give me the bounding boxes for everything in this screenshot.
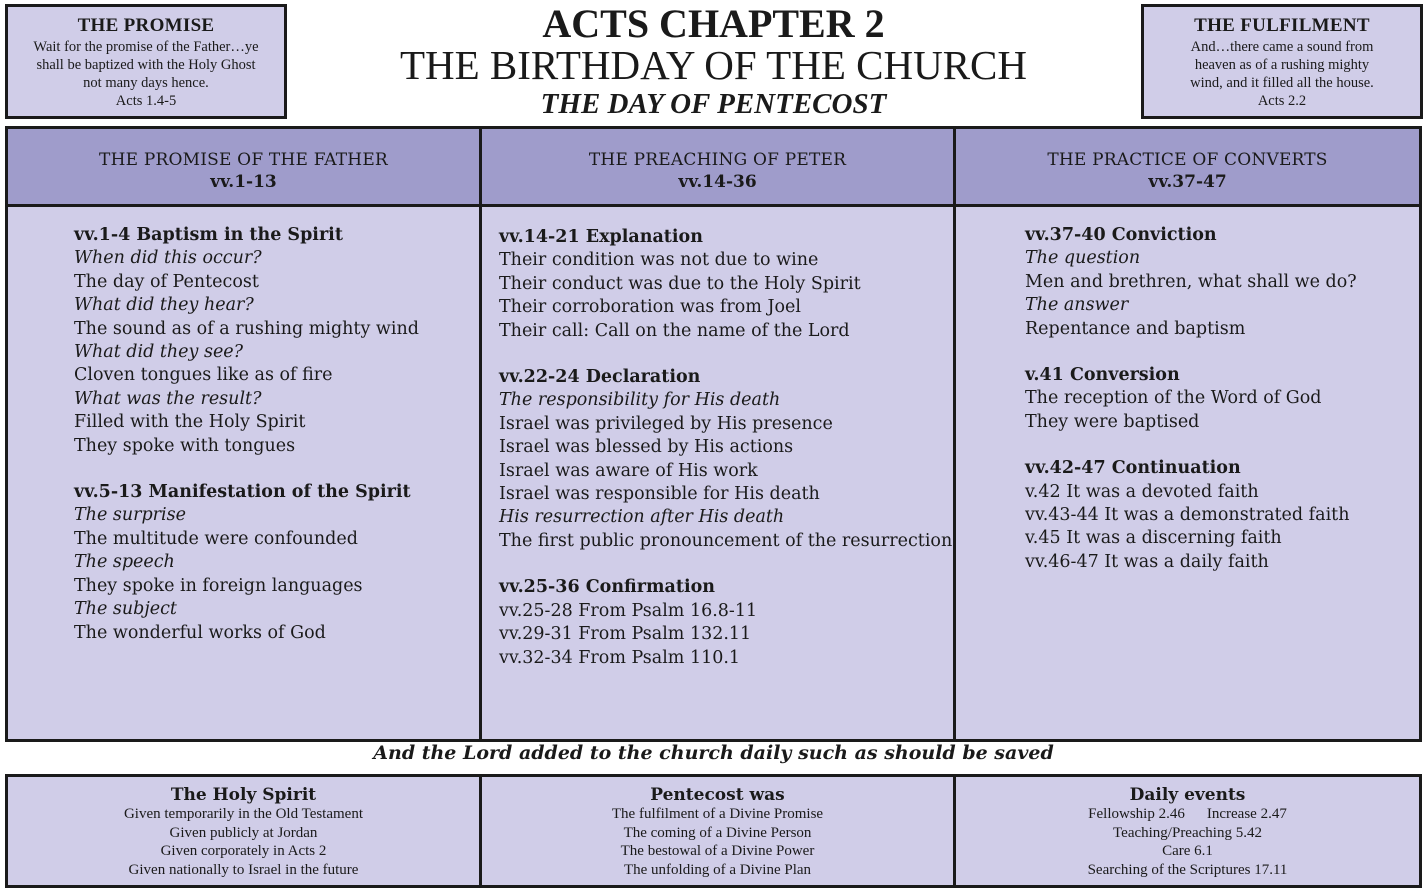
section-subheading: What did they see?: [74, 342, 244, 363]
section-heading: vv.1-4 Baptism in the Spirit: [74, 225, 343, 245]
section-line: vv.46-47 It was a daily faith: [1025, 551, 1269, 572]
section-heading: vv.14-21 Explanation: [499, 227, 703, 247]
section-heading: vv.5-13 Manifestation of the Spirit: [74, 482, 411, 503]
pentecost-line: The fulfilment of a Divine Promise: [611, 806, 824, 822]
column-verses: vv.1-13: [210, 172, 277, 192]
section-line: They were baptised: [1025, 411, 1200, 432]
column-header: [956, 129, 1419, 207]
section: [499, 576, 953, 670]
section-line: vv.25-28 From Psalm 16.8-11: [499, 600, 758, 621]
section-line: v.45 It was a discerning faith: [1025, 528, 1282, 549]
daily-events-box: [956, 777, 1419, 885]
column-verses: vv.14-36: [678, 172, 757, 192]
pentecost-box: [482, 777, 956, 885]
section-line: Their condition was not due to wine: [499, 250, 819, 271]
section-line: Israel was aware of His work: [499, 460, 758, 481]
section-subheading: The subject: [74, 599, 177, 620]
column-preaching-of-peter: [482, 129, 956, 739]
section-subheading: The speech: [74, 552, 175, 573]
section-subheading: What was the result?: [74, 388, 262, 409]
section-line: vv.43-44 It was a demonstrated faith: [1025, 505, 1350, 526]
daily-event: Fellowship 2.46: [1088, 806, 1185, 822]
holy-spirit-box: [8, 777, 482, 885]
section-heading: vv.22-24 Declaration: [499, 367, 701, 388]
section-line: Their corroboration was from Joel: [499, 297, 801, 318]
column-verses: vv.37-47: [1148, 172, 1227, 192]
section-line: They spoke in foreign languages: [74, 575, 363, 596]
section-subheading: His resurrection after His death: [499, 507, 785, 528]
section: [1025, 457, 1419, 574]
daily-events-title: Daily events: [1129, 785, 1246, 805]
daily-events-pair: [956, 805, 1419, 824]
main-panel: [5, 126, 1422, 742]
section: [74, 481, 479, 645]
section-line: vv.29-31 From Psalm 132.11: [499, 624, 752, 645]
section-line: The multitude were confounded: [74, 528, 358, 549]
section-line: v.42 It was a devoted faith: [1025, 481, 1259, 502]
promise-box-title: THE PROMISE: [77, 15, 215, 36]
section-line: The sound as of a rushing mighty wind: [74, 318, 419, 339]
section-line: vv.32-34 From Psalm 110.1: [499, 647, 741, 668]
column-body: [956, 207, 1419, 574]
pentecost-line: The bestowal of a Divine Power: [620, 843, 815, 859]
section-line: The first public pronouncement of the resurrection: [499, 530, 953, 551]
page-subtitle: THE BIRTHDAY OF THE CHURCH: [399, 42, 1027, 88]
section: [499, 366, 953, 553]
promise-line: not many days hence.: [83, 75, 209, 91]
motto: And the Lord added to the church daily such as should be saved: [373, 742, 1054, 764]
section-heading: v.41 Conversion: [1025, 365, 1180, 386]
section-heading: vv.25-36 Confirmation: [499, 577, 715, 598]
section-line: Men and brethren, what shall we do?: [1025, 271, 1357, 292]
section-subheading: The answer: [1025, 295, 1129, 316]
section-line: They spoke with tongues: [74, 435, 296, 456]
section-subheading: When did this occur?: [74, 248, 262, 269]
section-line: The reception of the Word of God: [1025, 388, 1322, 409]
fulfilment-reference: Acts 2.2: [1257, 93, 1307, 109]
page-tagline: THE DAY OF PENTECOST: [540, 88, 887, 120]
page-title: ACTS CHAPTER 2: [542, 1, 885, 46]
section-subheading: The question: [1025, 248, 1141, 269]
column-heading: THE PRACTICE OF CONVERTS: [1047, 150, 1328, 170]
promise-line: shall be baptized with the Holy Ghost: [36, 57, 256, 73]
section-line: Their call: Call on the name of the Lord: [499, 320, 850, 341]
column-practice-of-converts: [956, 129, 1419, 739]
section: [1025, 224, 1419, 341]
column-heading: THE PROMISE OF THE FATHER: [99, 150, 388, 170]
section-line: Filled with the Holy Spirit: [74, 412, 306, 433]
bottom-panel: [5, 774, 1422, 888]
section: [1025, 364, 1419, 434]
fulfilment-line: And…there came a sound from: [1190, 39, 1374, 55]
section-line: Repentance and baptism: [1025, 318, 1246, 339]
column-heading: THE PREACHING OF PETER: [588, 150, 847, 170]
section-line: Cloven tongues like as of fire: [74, 365, 333, 386]
column-body: [482, 207, 953, 670]
section-line: Their conduct was due to the Holy Spirit: [499, 273, 861, 294]
section-line: Israel was responsible for His death: [499, 484, 820, 505]
section: [74, 224, 479, 458]
column-header: [8, 129, 479, 207]
fulfilment-line: wind, and it filled all the house.: [1190, 75, 1374, 91]
column-promise-of-father: [8, 129, 482, 739]
pentecost-line: The coming of a Divine Person: [623, 824, 812, 841]
column-body: [8, 207, 479, 645]
pentecost-line: The unfolding of a Divine Plan: [623, 861, 812, 878]
section-heading: vv.42-47 Continuation: [1025, 458, 1241, 479]
daily-event: Searching of the Scriptures 17.11: [1087, 861, 1288, 878]
section-line: The wonderful works of God: [74, 622, 326, 643]
fulfilment-line: heaven as of a rushing mighty: [1194, 57, 1370, 73]
section-heading: vv.37-40 Conviction: [1025, 225, 1217, 245]
section-line: The day of Pentecost: [74, 271, 259, 292]
holy-spirit-title: The Holy Spirit: [170, 785, 317, 805]
fulfilment-box-title: THE FULFILMENT: [1194, 15, 1370, 36]
section-line: Israel was privileged by His presence: [499, 413, 833, 434]
promise-reference: Acts 1.4-5: [115, 93, 177, 109]
section-subheading: What did they hear?: [74, 295, 254, 316]
holy-spirit-line: Given temporarily in the Old Testament: [123, 806, 364, 822]
promise-line: Wait for the promise of the Father…ye: [33, 39, 259, 55]
section-subheading: The surprise: [74, 505, 186, 526]
holy-spirit-line: Given corporately in Acts 2: [160, 843, 327, 859]
holy-spirit-line: Given publicly at Jordan: [169, 824, 318, 841]
daily-event: Increase 2.47: [1206, 806, 1287, 822]
holy-spirit-line: Given nationally to Israel in the future: [128, 861, 359, 878]
daily-event: Teaching/Preaching 5.42: [1113, 824, 1262, 841]
section-subheading: The responsibility for His death: [499, 390, 781, 411]
section: [499, 226, 953, 343]
section-line: Israel was blessed by His actions: [499, 437, 794, 458]
column-header: [482, 129, 953, 207]
daily-event: Care 6.1: [1162, 843, 1213, 859]
pentecost-title: Pentecost was: [650, 785, 785, 805]
